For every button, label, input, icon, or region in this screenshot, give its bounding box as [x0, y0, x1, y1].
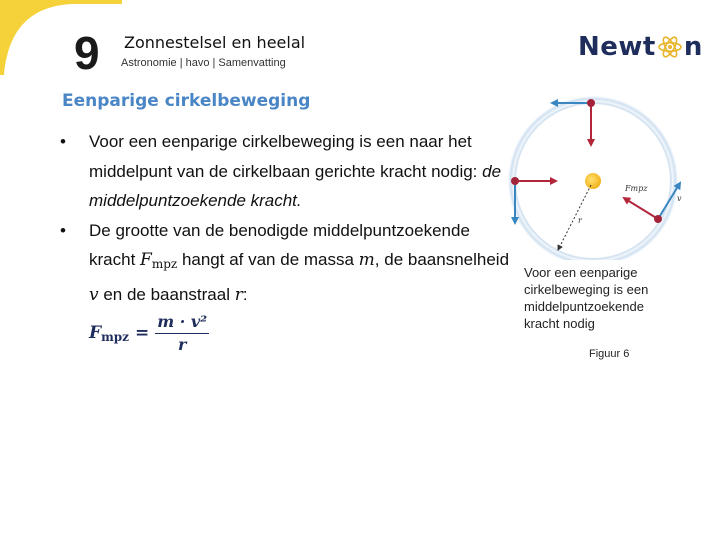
section-heading: Eenparige cirkelbeweging — [62, 91, 311, 111]
formula-lhs — [89, 323, 129, 344]
corner-decoration — [0, 0, 125, 75]
radius-label: r — [578, 216, 582, 225]
bullet-2-part1: De grootte van de benodigde middelpuntzoekende kracht — [89, 220, 470, 269]
formula-lhs-subscript: mpz — [101, 329, 129, 344]
bullet-item-1 — [60, 127, 510, 216]
planet-right — [654, 215, 662, 223]
bullet-2-part5: : — [242, 284, 248, 304]
planet-top — [587, 99, 595, 107]
planet-left — [511, 177, 519, 185]
force-subscript: mpz — [151, 257, 178, 271]
bullet-2-part2: hangt af van de massa — [177, 250, 359, 269]
bullet-list — [60, 127, 510, 310]
chapter-number: 9 — [74, 27, 100, 79]
chapter-subtitle: Astronomie | havo | Samenvatting — [121, 57, 286, 69]
velocity-label: v — [677, 194, 682, 203]
mass-symbol: m — [358, 250, 375, 270]
formula-lhs-symbol: F — [89, 322, 102, 343]
chapter-title: Zonnestelsel en heelal — [124, 33, 306, 52]
bullet-1-text: Voor een eenparige cirkelbeweging is een naar het middelpunt van de cirkelbaan gerichte kracht nodig: — [89, 132, 483, 181]
speed-symbol: v — [89, 284, 99, 305]
newton-logo — [578, 32, 703, 62]
bullet-1-emphasis: de middelpuntzoekende kracht. — [89, 161, 502, 210]
force-symbol: F — [140, 250, 152, 270]
formula-fraction — [155, 312, 209, 354]
bullet-2-part4: en de baanstraal — [98, 284, 235, 304]
figure-caption: Voor een eenparige cirkelbeweging is een middelpuntzoekende kracht nodig — [524, 265, 649, 331]
formula-denominator: r — [177, 335, 187, 354]
logo-text-left: Newt — [578, 32, 656, 62]
figure-label: Figuur 6 — [589, 348, 630, 360]
bullet-2-part3: , de baansnelheid — [374, 250, 510, 269]
sun — [585, 173, 601, 189]
formula-equals: = — [134, 323, 150, 343]
atom-icon — [657, 34, 683, 60]
radius-symbol: r — [234, 284, 243, 305]
bullet-item-2 — [60, 216, 510, 311]
formula — [89, 312, 209, 354]
force-label: Fmpz — [625, 184, 648, 193]
formula-numerator: m · v² — [155, 312, 209, 334]
circular-motion-diagram — [500, 95, 700, 260]
logo-text-right: n — [683, 32, 703, 62]
